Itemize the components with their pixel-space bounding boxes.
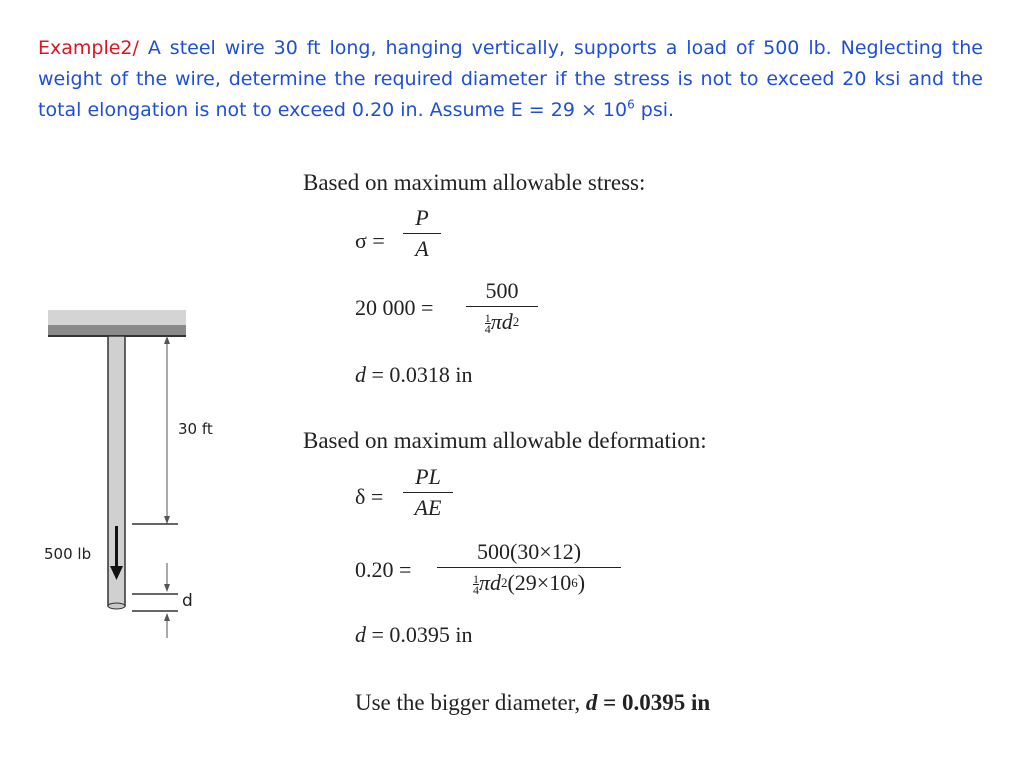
deformation-formula-lhs: δ = bbox=[355, 484, 384, 509]
deformation-sub-den: $\frac{1}{4}$ $\pi d^2(29\times 10^6)$ bbox=[472, 570, 586, 598]
stress-result: d = 0.0318 in bbox=[355, 362, 473, 387]
example-label: Example2/ bbox=[38, 37, 139, 59]
deformation-heading: Based on maximum allowable deformation: bbox=[303, 428, 707, 453]
stress-heading: Based on maximum allowable stress: bbox=[303, 170, 646, 195]
problem-text: A steel wire 30 ft long, hanging vertically, supports a load of 500 lb. Neglecting the weight of the wire, determine the required diameter if the stress is not to exceed 20 ksi and the total elongation is not to exceed 0.20 in. Assume E = 29 × 10 bbox=[38, 37, 983, 121]
problem-text-end: psi. bbox=[634, 99, 675, 121]
conclusion: Use the bigger diameter, d = 0.0395 in bbox=[355, 690, 711, 715]
stress-sub-den: $\frac{1}{4}$ $\pi d^2$ bbox=[484, 309, 520, 337]
stress-formula-fraction bbox=[403, 203, 441, 264]
length-label: 30 ft bbox=[178, 420, 213, 438]
stress-sub-lhs: 20 000 = bbox=[355, 295, 434, 320]
diameter-label: d bbox=[182, 591, 193, 611]
deformation-formula-num: PL bbox=[415, 464, 441, 489]
deformation-sub-lhs: 0.20 = bbox=[355, 557, 412, 582]
load-label: 500 lb bbox=[44, 545, 92, 563]
quarter-fraction: $\frac{1}{4}$ bbox=[484, 311, 491, 337]
stress-sub-num: 500 bbox=[485, 278, 519, 303]
deformation-sub-fraction bbox=[437, 537, 621, 598]
stress-sub-fraction bbox=[466, 276, 538, 337]
deformation-formula-den: AE bbox=[414, 495, 442, 520]
deformation-result: d = 0.0395 in bbox=[355, 622, 473, 647]
wire-diagram bbox=[0, 0, 300, 768]
deformation-formula-fraction bbox=[403, 462, 453, 523]
problem-exponent: 6 bbox=[627, 97, 635, 112]
deformation-sub-num: 500(30×12) bbox=[476, 539, 582, 564]
stress-formula-lhs: σ = bbox=[355, 228, 385, 253]
stress-formula-den: A bbox=[415, 236, 429, 261]
stress-formula-num: P bbox=[415, 205, 429, 230]
